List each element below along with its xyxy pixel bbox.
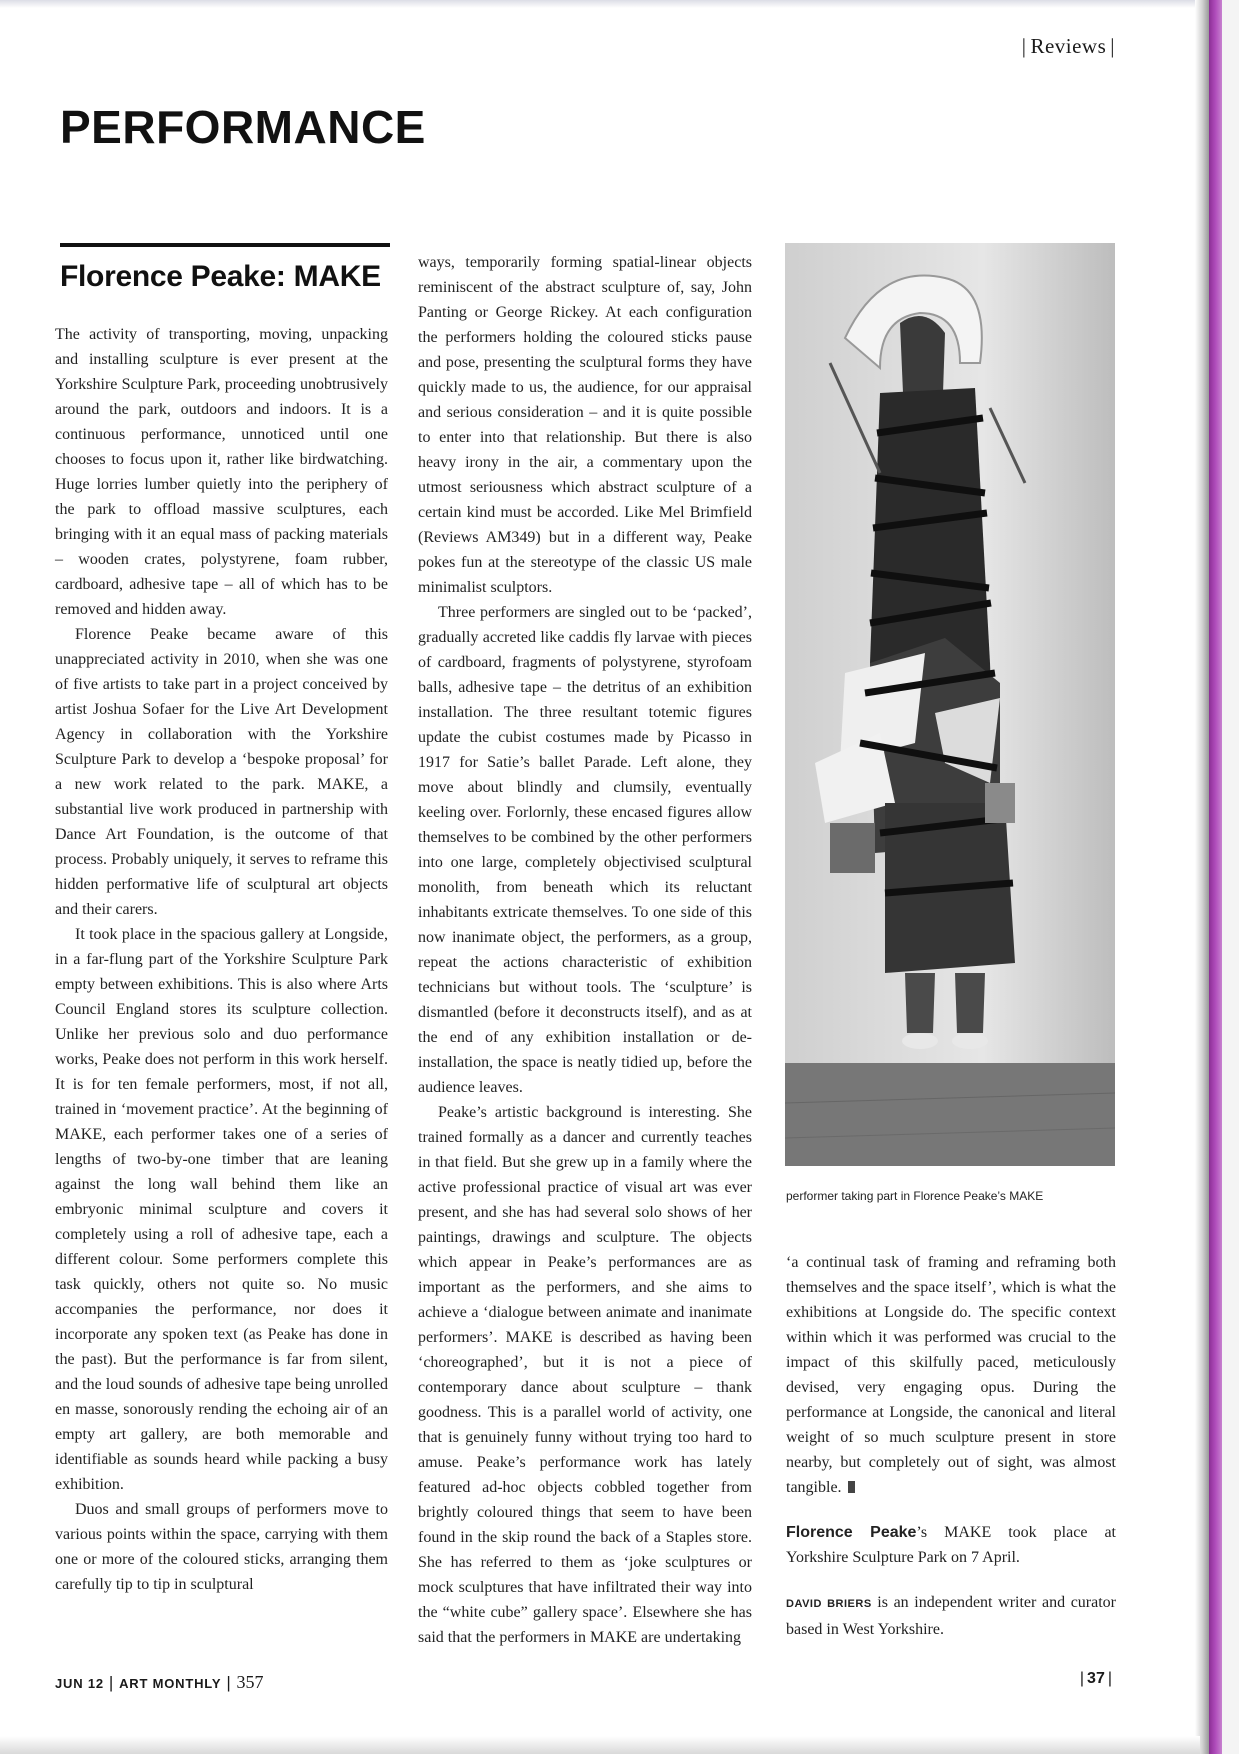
footer-issue: 357: [236, 1672, 264, 1692]
scan-margin: [1222, 0, 1239, 1754]
closing-paragraph-text: ‘a continual task of framing and reframing both themselves and the space itself’, which is what the exhibitions at Longside do. The specific context within which it was performed was crucial to the impact of this skilfully paced, meticulously devised, very engaging opus. During the performance at Longside, the canonical and literal weight of so much sculpture present in store nearby, but completely out of sight, was almost tangible.: [786, 1254, 1116, 1496]
paragraph: [786, 1250, 1116, 1500]
article-title: Florence Peake: MAKE: [60, 260, 381, 293]
footer-left: JUN 12 | ART MONTHLY | 357: [55, 1672, 264, 1692]
paragraph: Peake’s artistic background is interesting. She trained formally as a dancer and currently teaches in that field. But she grew up in a family where the active professional practice of visual art was ever present, and she has had several solo shows of her paintings, drawings and sculpture. The objects which appear in Peake’s performances are as important as the performers, and she aims to achieve a ‘dialogue between animate and inanimate performers’. MAKE is described as having been ‘choreographed’, but it is not a piece of contemporary dance about sculpture – thank goodness. This is a parallel world of activity, one that is genuinely funny without trying too hard to amuse. Peake’s performance work has lately featured ad-hoc objects cobbled together from brightly coloured things that seem to have been found in the skip round the back of a Staples store. She has referred to them as ‘joke sculptures or mock sculptures that have infiltrated their way into the “white cube” gallery space’. Elsewhere she has said that the performers in MAKE are undertaking: [418, 1104, 752, 1646]
paragraph: ways, temporarily forming spatial-linear objects reminiscent of the abstract sculpture of, say, John Panting or George Rickey. At each configuration the performers holding the coloured sticks pause and pose, presenting the sculptural forms they have quickly made to us, the audience, for our appraisal and serious consideration – and it is quite possible to enter into that relationship. But there is also heavy irony in the air, a commentary upon the utmost seriousness which abstract sculpture of a certain kind must be accorded. Like Mel Brimfield (Reviews AM349) but in a different way, Peake pokes fun at the stereotype of the classic US male minimalist sculptors.: [418, 254, 752, 596]
photo-caption: performer taking part in Florence Peake’s MAKE: [786, 1189, 1044, 1203]
author-bio: [786, 1590, 1116, 1642]
author-bio-text: is an independent writer and curator based in West Yorkshire.: [786, 1594, 1116, 1638]
page-gutter-shadow: [1195, 0, 1209, 1754]
column-2: [418, 250, 752, 1650]
footer-magazine: ART MONTHLY: [119, 1676, 222, 1691]
event-artist-name: Florence Peake: [786, 1524, 917, 1541]
performance-photo: [785, 243, 1115, 1166]
column-1: [55, 322, 388, 1597]
section-name: Reviews: [1030, 34, 1107, 58]
adjacent-page-edge: [1209, 0, 1222, 1754]
page-number: | 37 |: [1079, 1670, 1112, 1687]
paragraph: Florence Peake became aware of this unappreciated activity in 2010, when she was one of five artists to take part in a project conceived by artist Joshua Sofaer for the Live Art Development Agency in collaboration with the Yorkshire Sculpture Park to develop a ‘bespoke proposal’ for a new work related to the park. MAKE, a substantial live work produced in partnership with Dance Art Foundation, is the outcome of that process. Probably uniquely, it serves to reframe this hidden performative life of sculptural art objects and their carers.: [55, 626, 388, 918]
column-3: [786, 1250, 1116, 1642]
page-heading: PERFORMANCE: [60, 101, 426, 153]
section-label: | Reviews |: [1021, 34, 1115, 58]
paragraph: Three performers are singled out to be ‘packed’, gradually accreted like caddis fly larvae with pieces of cardboard, fragments of polystyrene, styrofoam balls, adhesive tape – the detritus of an exhibition installation. The three resultant totemic figures update the cubist costumes made by Picasso in 1917 for Satie’s ballet Parade. Left alone, they move about blindly and clumsily, eventually keeling over. Forlornly, these encased figures allow themselves to be combined by the other performers into one large, completely objectivised sculptural monolith, from beneath which its reluctant inhabitants extricate themselves. To one side of this now inanimate object, the performers, as a group, repeat the actions characteristic of exhibition technicians but without tools. The ‘sculpture’ is dismantled (before it deconstructs itself), and as at the end of any exhibition installation or de-installation, the space is neatly tidied up, before the audience leaves.: [418, 604, 752, 1096]
paragraph: It took place in the spacious gallery at Longside, in a far-flung part of the Yorkshire Sculpture Park empty between exhibitions. This is also where Arts Council England stores its sculpture collection. Unlike her previous solo and duo performance works, Peake does not perform in this work herself. It is for ten female performers, most, if not all, trained in ‘movement practice’. At the beginning of MAKE, each performer takes one of a series of lengths of two-by-one timber that are leaning against the long wall behind them like an embryonic minimal sculpture and covers it completely using a roll of adhesive tape, each a different colour. Some performers complete this task quickly, others not quite so. No music accompanies the performance, nor does it incorporate any spoken text (as Peake has done in the past). But the performance is far from silent, and the loud sounds of adhesive tape being unrolled en masse, sonorously rending the echoing air of an empty art gallery, are both memorable and identifiable as sounds heard while packing a busy exhibition.: [55, 926, 388, 1493]
end-of-article-mark: [848, 1481, 855, 1493]
page-number-value: 37: [1087, 1670, 1105, 1687]
paragraph: Duos and small groups of performers move to various points within the space, carrying with them one or more of the coloured sticks, arranging them carefully tip to tip in sculptural: [55, 1501, 388, 1593]
event-details: ’s MAKE took place at Yorkshire Sculpture Park on 7 April.: [786, 1524, 1116, 1566]
sculpture-figure-image: [785, 243, 1115, 1166]
footer-month: JUN 12: [55, 1676, 104, 1691]
author-name: DAVID BRIERS: [786, 1598, 872, 1610]
paragraph: The activity of transporting, moving, unpacking and installing sculpture is ever present at the Yorkshire Sculpture Park, proceeding unobtrusively around the park, outdoors and indoors. It is a continuous performance, unnoticed until one chooses to focus upon it, rather like birdwatching. Huge lorries lumber quietly into the periphery of the park to offload massive sculptures, each bringing with it an equal mass of packing materials – wooden crates, polystyrene, foam rubber, cardboard, adhesive tape – all of which has to be removed and hidden away.: [55, 326, 388, 618]
event-note: [786, 1520, 1116, 1570]
page-bottom-edge: [0, 1736, 1200, 1754]
title-rule: [60, 243, 390, 247]
page-top-edge: [0, 0, 1239, 8]
